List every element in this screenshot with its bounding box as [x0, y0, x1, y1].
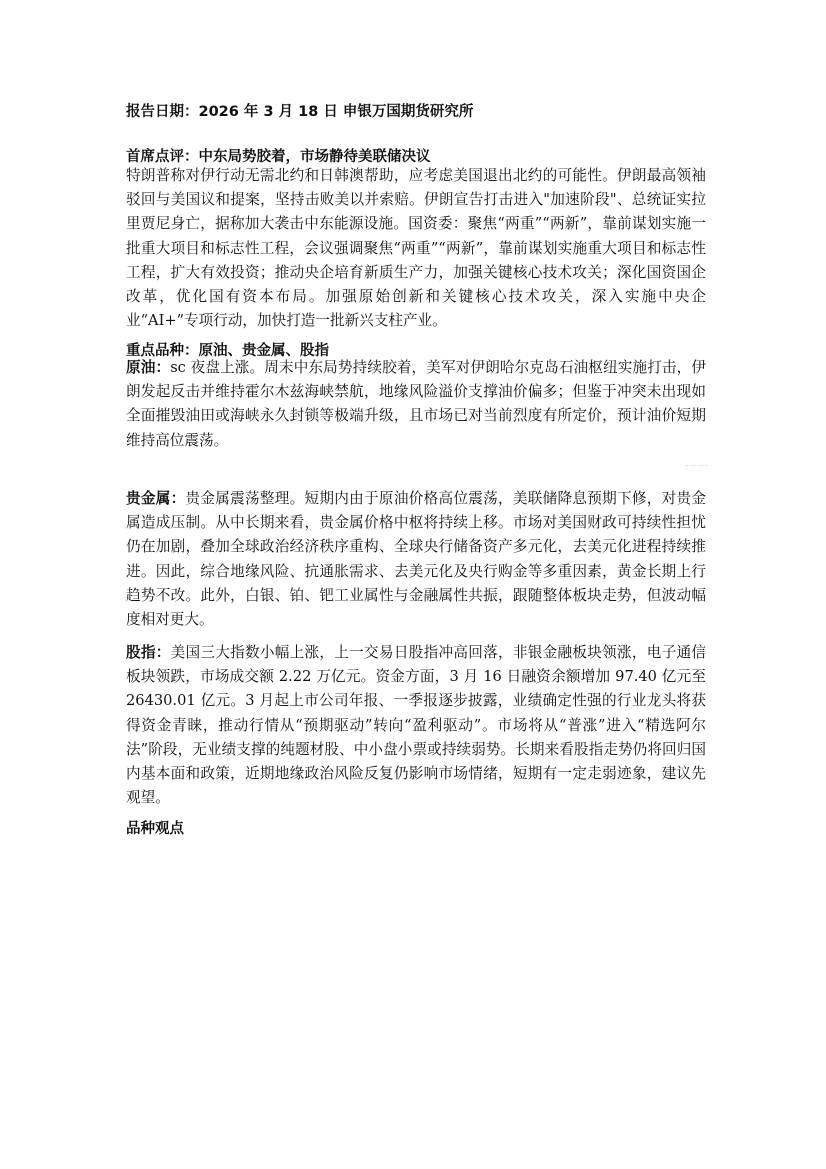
stock-index-body: 美国三大指数小幅上涨，上一交易日股指冲高回落，非银金融板块领涨，电子通信板块领跌，市场成交额 2.22 万亿元。资金方面，3 月 16 日融资余额增加 97.40 亿元至 26430.01 亿元。3 月起上市公司年报、一季报逐步披露，业绩确定性强的行业龙头将获得资金青睐，推动行情从“预期驱动”转向“盈利驱动”。市场将从“普涨”进入“精选阿尔法”阶段，无业绩支撑的纯题材股、中小盘小票或持续弱势。长期来看股指走势仍将回归国内基本面和政策，近期地缘政治风险反复仍影响市场情绪，短期有一定走弱迹象，建议先观望。: [126, 644, 706, 807]
divider-dots: [686, 465, 708, 470]
crude-oil-paragraph: [126, 356, 706, 453]
precious-metals-label: 贵金属：: [126, 490, 186, 507]
stock-index-label: 股指：: [126, 644, 171, 661]
chief-comment-title: 首席点评：中东局势胶着，市场静待美联储决议: [126, 149, 431, 165]
stock-index-paragraph: [126, 641, 706, 810]
key-varieties-title: 重点品种：原油、贵金属、股指: [126, 343, 329, 359]
crude-oil-label: 原油：: [126, 359, 171, 376]
chief-comment-body: 特朗普称对伊行动无需北约和日韩澳帮助，应考虑美国退出北约的可能性。伊朗最高领袖驳回与美国议和提案，坚持击败美以并索赔。伊朗宣告打击进入"加速阶段"、总统证实拉里贾尼身亡，据称加大袭击中东能源设施。国资委：聚焦“两重”“两新”，靠前谋划实施一批重大项目和标志性工程，会议强调聚焦“两重”“两新”，靠前谋划实施重大项目和标志性工程，扩大有效投资；推动央企培育新质生产力，加强关键核心技术攻关；深化国资国企改革，优化国有资本布局。加强原始创新和关键核心技术攻关，深入实施中央企业“AI+”专项行动，加快打造一批新兴支柱产业。: [126, 167, 706, 330]
report-date-header: 报告日期：2026 年 3 月 18 日 申银万国期货研究所: [126, 104, 474, 120]
precious-metals-body: 贵金属震荡整理。短期内由于原油价格高位震荡，美联储降息预期下修，对贵金属造成压制。从中长期来看，贵金属价格中枢将持续上移。市场对美国财政可持续性担忧仍在加剧，叠加全球政治经济秩序重构、全球央行储备资产多元化，去美元化进程持续推进。因此，综合地缘风险、抗通胀需求、去美元化及央行购金等多重因素，黄金长期上行趋势不改。此外，白银、铂、钯工业属性与金融属性共振，跟随整体板块走势，但波动幅度相对更大。: [126, 490, 706, 629]
precious-metals-paragraph: [126, 487, 706, 632]
crude-oil-body: sc 夜盘上涨。周末中东局势持续胶着，美军对伊朗哈尔克岛石油枢纽实施打击，伊朗发起反击并维持霍尔木兹海峡禁航，地缘风险溢价支撑油价偏多；但鉴于冲突未出现如全面摧毁油田或海峡永久封锁等极端升级，且市场已对当前烈度有所定价，预计油价短期维持高位震荡。: [126, 359, 706, 449]
views-title: 品种观点: [126, 821, 184, 837]
